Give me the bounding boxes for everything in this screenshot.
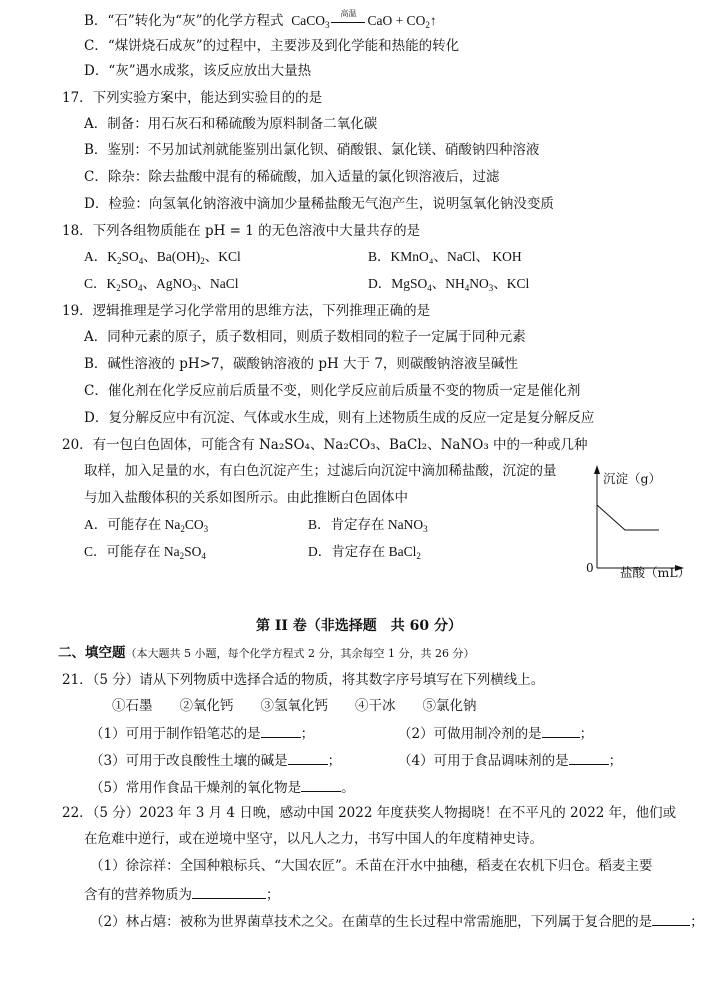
q19-stem: 19．逻辑推理是学习化学常用的思维方法，下列推理正确的是 [62, 303, 431, 319]
reaction-condition: 高温 [331, 20, 365, 23]
y-axis-arrow [594, 465, 600, 474]
q18-option-b: B．KMnO₄、NaCl、 KOH [368, 249, 522, 264]
q19-option-c: C．催化剂在化学反应前后质量不变，则化学反应前后质量不变的物质一定是催化剂 [84, 383, 581, 399]
q22-stem-line1: 22．（5 分）2023 年 3 月 4 日晚，感动中国 2022 年度获奖人物揭晓！在不平凡的 2022 年，他们或 [62, 805, 677, 821]
q20-stem-line2: 取样，加入足量的水，有白色沉淀产生；过滤后向沉淀中滴加稀盐酸，沉淀的量 [84, 463, 557, 479]
q16-option-b [84, 9, 437, 30]
answer-blank[interactable] [261, 723, 301, 738]
q18-stem: 18．下列各组物质能在 pH = 1 的无色溶液中大量共存的是 [62, 223, 421, 239]
answer-blank[interactable] [288, 750, 328, 765]
q21-options: ①石墨 ②氧化钙 ③氢氧化钙 ④干冰 ⑤氯化钠 [112, 698, 477, 714]
q21-item-3: （3）可用于改良酸性土壤的碱是 ； [90, 750, 341, 770]
q19-option-d: D．复分解反应中有沉淀、气体或水生成，则有上述物质生成的反应一定是复分解反应 [84, 410, 595, 426]
q20-option-a: A．可能存在 $Na_2CO_3$ [84, 517, 209, 534]
answer-blank[interactable] [542, 723, 580, 738]
q19-option-a: A．同种元素的原子，质子数相同，则质子数相同的粒子一定属于同种元素 [84, 329, 526, 345]
q21-stem: 21．（5 分）请从下列物质中选择合适的物质，将其数字序号填写在下列横线上。 [62, 672, 545, 688]
precipitate-curve [597, 505, 659, 530]
q16-option-b-text: B．“石”转化为“灰”的化学方程式 [84, 13, 284, 29]
section-title: 第 II 卷（非选择题 共 60 分） [255, 618, 463, 634]
q20-option-b: B．肯定存在 NaNO$_3$ [308, 517, 428, 534]
q21-item-2: （2）可做用制冷剂的是 ； [398, 723, 593, 743]
q19-option-b: B．碱性溶液的 pH>7，碳酸钠溶液的 pH 大于 7，则碳酸钠溶液呈碱性 [84, 356, 518, 372]
q18-option-d: D．MgSO$_4$、$NH_4NO_3$、KCl [368, 276, 530, 293]
answer-blank[interactable] [569, 750, 609, 765]
graph-xlabel: 盐酸（mL） [620, 565, 691, 580]
answer-blank[interactable] [301, 777, 341, 792]
answer-blank[interactable] [652, 911, 690, 926]
q18-option-a: A．$K_2SO_4$、$Ba(OH)_2$、KCl [84, 249, 241, 266]
q16-option-c: C．“煤饼烧石成灰”的过程中，主要涉及到化学能和热能的转化 [84, 38, 460, 54]
q16-equation: CaCO$_3$ 高温 CaO + $CO_2↑$ [291, 9, 437, 30]
graph-origin: 0 [586, 561, 594, 575]
q18-option-c: C．$K_2SO_4$、AgNO$_3$、NaCl [84, 276, 239, 293]
answer-blank[interactable] [192, 884, 266, 899]
q21-item-5: （5）常用作食品干燥剂的氧化物是 。 [90, 777, 355, 797]
section-heading: 二、填空题（本大题共 5 小题，每个化学方程式 2 分，其余每空 1 分，共 26 分） [58, 645, 475, 661]
q17-option-b: B．鉴别：不另加试剂就能鉴别出氯化钡、硝酸银、氯化镁、硝酸钠四种溶液 [84, 142, 540, 158]
q22-stem-line2: 在危难中逆行，或在逆境中坚守，以凡人之力，书写中国人的年度精神史诗。 [84, 831, 543, 847]
q21-item-1: （1）可用于制作铅笔芯的是 ； [90, 723, 314, 743]
q20-stem-line3: 与加入盐酸体积的关系如图所示。由此推断白色固体中 [84, 490, 408, 506]
q17-option-c: C．除杂：除去盐酸中混有的稀硫酸，加入适量的氯化钡溶液后，过滤 [84, 169, 500, 185]
q20-stem-line1: 20．有一包白色固体，可能含有 Na₂SO₄、Na₂CO₃、BaCl₂、NaNO₃ 中的一种或几种 [62, 437, 588, 453]
q20-option-d: D．肯定存在 BaCl$_2$ [308, 544, 421, 561]
q22-part1-line1: （1）徐淙祥：全国种粮标兵、“大国农匠”。禾苗在汗水中抽穗，稻麦在农机下归仓。稻麦主要 [90, 858, 653, 874]
q17-option-a: A．制备：用石灰石和稀硫酸为原料制备二氧化碳 [84, 116, 378, 132]
q17-stem: 17．下列实验方案中，能达到实验目的的是 [62, 90, 323, 106]
q16-option-d: D．“灰”遇水成浆，该反应放出大量热 [84, 63, 312, 79]
q21-item-4: （4）可用于食品调味剂的是 ； [398, 750, 622, 770]
q17-option-d: D．检验：向氢氧化钠溶液中滴加少量稀盐酸无气泡产生，说明氢氧化钠没变质 [84, 196, 554, 212]
q20-option-c: C．可能存在 $Na_2SO_4$ [84, 544, 206, 561]
graph-ylabel: 沉淀（g） [603, 471, 662, 486]
q22-part2: （2）林占熺：被称为世界菌草技术之父。在菌草的生长过程中常需施肥，下列属于复合肥的是 ； [90, 911, 704, 931]
q22-part1-line2: 含有的营养物质为 ； [84, 884, 280, 904]
